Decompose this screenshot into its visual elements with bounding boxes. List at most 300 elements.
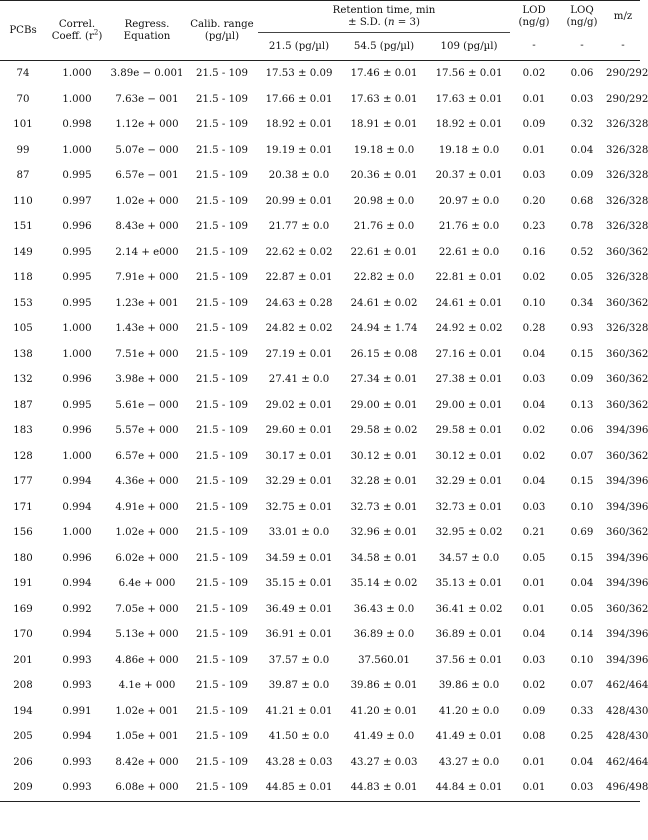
cell-regress-equation: 1.05e + 001 (115, 731, 179, 743)
cell-loq: 0.68 (570, 195, 594, 207)
cell-mz: 462/464 (606, 756, 648, 768)
cell-calib-range: 21.5 - 109 (195, 272, 249, 284)
cell-retention-54-5: 26.15 ± 0.08 (350, 348, 418, 360)
cell-calib-range: 21.5 - 109 (195, 221, 249, 233)
cell-correl-coeff: 0.996 (62, 425, 92, 437)
cell-regress-equation: 7.91e + 000 (115, 272, 179, 284)
cell-pcb: 101 (13, 119, 33, 131)
cell-lod: 0.28 (522, 323, 546, 335)
cell-retention-109: 32.29 ± 0.01 (435, 476, 503, 488)
cell-correl-coeff: 0.994 (62, 578, 92, 590)
cell-loq: 0.04 (570, 756, 594, 768)
cell-pcb: 209 (0, 775, 46, 801)
cell-mz: 360/362 (606, 297, 648, 309)
cell-regress-equation: 3.98e + 000 (115, 374, 179, 386)
cell-calib-range: 21.5 - 109 (195, 374, 249, 386)
cell-mz: 326/328 (606, 323, 648, 335)
cell-calib-range: 21.5 - 109 (195, 501, 249, 513)
cell-lod: 0.16 (522, 246, 546, 258)
cell-lod: 0.01 (522, 603, 546, 615)
cell-mz: 360/362 (606, 348, 648, 360)
cell-regress-equation: 3.89e − 0.001 (110, 68, 184, 80)
cell-correl-coeff: 0.995 (62, 297, 92, 309)
table-row (0, 495, 640, 521)
cell-regress-equation: 4.86e + 000 (115, 654, 179, 666)
cell-correl-coeff: 0.998 (62, 119, 92, 131)
cell-retention-54-5: 20.98 ± 0.0 (353, 195, 415, 207)
cell-correl-coeff: 1.000 (62, 450, 92, 462)
cell-retention-54-5: 39.86 ± 0.01 (350, 680, 418, 692)
cell-retention-21-5: 22.62 ± 0.02 (265, 246, 333, 258)
cell-calib-range: 21.5 - 109 (195, 476, 249, 488)
cell-pcb: 128 (13, 450, 33, 462)
cell-regress-equation: 7.51e + 000 (115, 348, 179, 360)
cell-correl-coeff: 0.994 (62, 629, 92, 641)
cell-lod: 0.03 (522, 654, 546, 666)
cell-calib-range: 21.5 - 109 (195, 450, 249, 462)
cell-loq: 0.07 (570, 450, 594, 462)
table-row (0, 214, 640, 240)
cell-retention-109: 29.58 ± 0.01 (435, 425, 503, 437)
cell-retention-21-5: 19.19 ± 0.01 (265, 144, 333, 156)
cell-loq: 0.06 (570, 425, 594, 437)
cell-regress-equation: 1.02e + 001 (115, 705, 179, 717)
cell-retention-21-5: 22.87 ± 0.01 (265, 272, 333, 284)
cell-retention-54-5: 24.94 ± 1.74 (350, 323, 418, 335)
cell-correl-coeff: 0.997 (62, 195, 92, 207)
table-row (0, 622, 640, 648)
table-row (0, 444, 640, 470)
header-retention-time: Retention time, min ± S.D. (n = 3) (258, 1, 510, 33)
cell-retention-21-5: 24.63 ± 0.28 (265, 297, 333, 309)
cell-lod: 0.02 (522, 425, 546, 437)
cell-regress-equation: 5.61e − 000 (115, 399, 179, 411)
cell-retention-21-5: 39.87 ± 0.0 (268, 680, 330, 692)
cell-retention-109: 17.56 ± 0.01 (435, 68, 503, 80)
cell-pcb: 169 (13, 603, 33, 615)
cell-calib-range: 21.5 - 109 (195, 68, 249, 80)
cell-mz: 360/362 (606, 374, 648, 386)
cell-correl-coeff: 0.995 (62, 246, 92, 258)
cell-regress-equation: 2.14 + e000 (115, 246, 179, 258)
cell-pcb: 183 (13, 425, 33, 437)
cell-regress-equation: 4.36e + 000 (115, 476, 179, 488)
header-loq-dash: - (558, 33, 606, 61)
cell-retention-21-5: 43.28 ± 0.03 (265, 756, 333, 768)
cell-retention-21-5: 24.82 ± 0.02 (265, 323, 333, 335)
cell-regress-equation: 6.02e + 000 (115, 552, 179, 564)
cell-mz: 394/396 (606, 501, 648, 513)
cell-correl-coeff: 0.993 (46, 775, 108, 801)
cell-retention-109: 37.56 ± 0.01 (435, 654, 503, 666)
cell-lod: 0.03 (522, 374, 546, 386)
cell-loq: 0.34 (570, 297, 594, 309)
cell-lod: 0.09 (522, 119, 546, 131)
cell-loq: 0.09 (570, 374, 594, 386)
cell-pcb: 110 (13, 195, 33, 207)
table-row (0, 597, 640, 623)
cell-retention-54-5: 30.12 ± 0.01 (350, 450, 418, 462)
table-row (0, 291, 640, 317)
cell-calib-range: 21.5 - 109 (195, 246, 249, 258)
cell-retention-21-5: 20.38 ± 0.0 (268, 170, 330, 182)
cell-retention-54-5: 37.560.01 (358, 654, 410, 666)
cell-lod: 0.08 (522, 731, 546, 743)
cell-loq: 0.05 (570, 272, 594, 284)
cell-lod: 0.09 (522, 705, 546, 717)
cell-regress-equation: 7.63e − 001 (115, 93, 179, 105)
cell-mz: 326/328 (606, 119, 648, 131)
cell-correl-coeff: 0.996 (62, 221, 92, 233)
cell-regress-equation: 8.43e + 000 (115, 221, 179, 233)
cell-retention-21-5: 35.15 ± 0.01 (265, 578, 333, 590)
cell-loq: 0.69 (570, 527, 594, 539)
cell-regress-equation: 4.1e + 000 (118, 680, 176, 692)
cell-lod: 0.01 (510, 775, 558, 801)
cell-correl-coeff: 0.996 (62, 552, 92, 564)
table-row (0, 189, 640, 215)
cell-calib-range: 21.5 - 109 (195, 680, 249, 692)
table-body (0, 61, 648, 802)
cell-mz: 290/292 (606, 68, 648, 80)
cell-mz: 360/362 (606, 399, 648, 411)
cell-lod: 0.05 (522, 552, 546, 564)
cell-mz: 394/396 (606, 578, 648, 590)
cell-loq: 0.33 (570, 705, 594, 717)
cell-retention-54-5: 18.91 ± 0.01 (350, 119, 418, 131)
cell-mz: 360/362 (606, 603, 648, 615)
header-mz: m/z (606, 1, 640, 33)
cell-retention-109: 19.18 ± 0.0 (438, 144, 500, 156)
cell-pcb: 156 (13, 527, 33, 539)
cell-retention-109: 34.57 ± 0.0 (438, 552, 500, 564)
cell-calib-range: 21.5 - 109 (195, 399, 249, 411)
cell-pcb: 170 (13, 629, 33, 641)
cell-pcb: 208 (13, 680, 33, 692)
cell-retention-54-5: 17.63 ± 0.01 (350, 93, 418, 105)
cell-retention-54-5: 29.00 ± 0.01 (350, 399, 418, 411)
cell-regress-equation: 6.4e + 000 (118, 578, 176, 590)
table-row (0, 61, 640, 87)
cell-retention-21-5: 21.77 ± 0.0 (268, 221, 330, 233)
cell-regress-equation: 5.13e + 000 (115, 629, 179, 641)
cell-pcb: 105 (13, 323, 33, 335)
cell-regress-equation: 4.91e + 000 (115, 501, 179, 513)
cell-retention-109: 27.38 ± 0.01 (435, 374, 503, 386)
cell-pcb: 180 (13, 552, 33, 564)
table-row (0, 469, 640, 495)
cell-regress-equation: 7.05e + 000 (115, 603, 179, 615)
cell-retention-54-5: 17.46 ± 0.01 (350, 68, 418, 80)
cell-loq: 0.15 (570, 552, 594, 564)
cell-loq: 0.13 (570, 399, 594, 411)
cell-correl-coeff: 0.993 (62, 654, 92, 666)
cell-mz: 394/396 (606, 425, 648, 437)
cell-correl-coeff: 0.991 (62, 705, 92, 717)
cell-regress-equation: 5.07e − 000 (115, 144, 179, 156)
cell-retention-54-5: 19.18 ± 0.0 (353, 144, 415, 156)
cell-pcb: 149 (13, 246, 33, 258)
cell-retention-21-5: 36.49 ± 0.01 (265, 603, 333, 615)
cell-mz: 290/292 (606, 93, 648, 105)
table-row (0, 138, 640, 164)
cell-correl-coeff: 1.000 (62, 144, 92, 156)
cell-regress-equation: 5.57e + 000 (115, 425, 179, 437)
cell-mz: 360/362 (606, 450, 648, 462)
cell-retention-109: 24.61 ± 0.01 (435, 297, 503, 309)
cell-retention-54-5: 20.36 ± 0.01 (350, 170, 418, 182)
cell-retention-21-5: 18.92 ± 0.01 (265, 119, 333, 131)
cell-loq: 0.32 (570, 119, 594, 131)
cell-retention-21-5: 29.02 ± 0.01 (265, 399, 333, 411)
cell-calib-range: 21.5 - 109 (195, 603, 249, 615)
cell-retention-54-5: 44.83 ± 0.01 (340, 775, 428, 801)
cell-pcb: 201 (13, 654, 33, 666)
cell-correl-coeff: 0.995 (62, 399, 92, 411)
cell-lod: 0.20 (522, 195, 546, 207)
cell-pcb: 153 (13, 297, 33, 309)
cell-retention-54-5: 32.73 ± 0.01 (350, 501, 418, 513)
cell-lod: 0.01 (522, 756, 546, 768)
cell-correl-coeff: 1.000 (62, 348, 92, 360)
cell-retention-21-5: 30.17 ± 0.01 (265, 450, 333, 462)
header-loq: LOQ (ng/g) (558, 1, 606, 33)
cell-mz: 394/396 (606, 654, 648, 666)
cell-loq: 0.03 (570, 93, 594, 105)
table-row (0, 393, 640, 419)
cell-calib-range: 21.5 - 109 (195, 654, 249, 666)
cell-mz: 462/464 (606, 680, 648, 692)
cell-retention-21-5: 17.66 ± 0.01 (265, 93, 333, 105)
cell-retention-109: 36.89 ± 0.01 (435, 629, 503, 641)
header-conc-54-5: 54.5 (pg/µl) (340, 33, 428, 61)
cell-retention-54-5: 22.82 ± 0.0 (353, 272, 415, 284)
cell-correl-coeff: 0.994 (62, 501, 92, 513)
table-header (0, 1, 640, 61)
cell-retention-54-5: 43.27 ± 0.03 (350, 756, 418, 768)
table-row (0, 316, 640, 342)
cell-calib-range: 21.5 - 109 (195, 552, 249, 564)
cell-loq: 0.10 (570, 501, 594, 513)
cell-retention-54-5: 41.49 ± 0.0 (353, 731, 415, 743)
cell-lod: 0.03 (522, 501, 546, 513)
cell-lod: 0.01 (522, 578, 546, 590)
cell-loq: 0.07 (570, 680, 594, 692)
table-row (0, 240, 640, 266)
cell-loq: 0.06 (570, 68, 594, 80)
cell-retention-21-5: 41.50 ± 0.0 (268, 731, 330, 743)
cell-regress-equation: 1.02e + 000 (115, 527, 179, 539)
header-conc-109: 109 (pg/µl) (428, 33, 510, 61)
header-calib-range: Calib. range (pg/µl) (186, 1, 258, 61)
table-row (0, 163, 640, 189)
cell-retention-109: 41.20 ± 0.0 (438, 705, 500, 717)
cell-loq: 0.10 (570, 654, 594, 666)
cell-retention-109: 41.49 ± 0.01 (435, 731, 503, 743)
cell-calib-range: 21.5 - 109 (195, 297, 249, 309)
cell-loq: 0.05 (570, 603, 594, 615)
cell-retention-54-5: 36.43 ± 0.0 (353, 603, 415, 615)
cell-pcb: 191 (13, 578, 33, 590)
cell-calib-range: 21.5 - 109 (195, 119, 249, 131)
table-row (0, 112, 640, 138)
cell-mz: 428/430 (606, 731, 648, 743)
cell-retention-21-5: 27.19 ± 0.01 (265, 348, 333, 360)
cell-pcb: 70 (16, 93, 30, 105)
cell-mz: 326/328 (606, 144, 648, 156)
cell-retention-54-5: 29.58 ± 0.02 (350, 425, 418, 437)
cell-calib-range: 21.5 - 109 (186, 775, 258, 801)
cell-correl-coeff: 1.000 (62, 323, 92, 335)
cell-loq: 0.93 (570, 323, 594, 335)
cell-lod: 0.02 (522, 680, 546, 692)
cell-retention-54-5: 21.76 ± 0.0 (353, 221, 415, 233)
cell-regress-equation: 6.08e + 000 (108, 775, 186, 801)
cell-retention-109: 22.61 ± 0.0 (438, 246, 500, 258)
cell-correl-coeff: 0.994 (62, 476, 92, 488)
cell-retention-109: 20.97 ± 0.0 (438, 195, 500, 207)
cell-mz: 496/498 (606, 775, 640, 801)
cell-loq: 0.15 (570, 476, 594, 488)
cell-retention-109: 17.63 ± 0.01 (435, 93, 503, 105)
cell-lod: 0.04 (522, 399, 546, 411)
cell-lod: 0.01 (522, 93, 546, 105)
cell-regress-equation: 1.23e + 001 (115, 297, 179, 309)
cell-lod: 0.23 (522, 221, 546, 233)
cell-loq: 0.15 (570, 348, 594, 360)
cell-pcb: 138 (13, 348, 33, 360)
cell-calib-range: 21.5 - 109 (195, 578, 249, 590)
cell-retention-21-5: 32.75 ± 0.01 (265, 501, 333, 513)
cell-retention-109: 39.86 ± 0.0 (438, 680, 500, 692)
cell-calib-range: 21.5 - 109 (195, 144, 249, 156)
table-row (0, 724, 640, 750)
cell-retention-109: 35.13 ± 0.01 (435, 578, 503, 590)
cell-lod: 0.04 (522, 348, 546, 360)
cell-calib-range: 21.5 - 109 (195, 323, 249, 335)
cell-pcb: 118 (13, 272, 33, 284)
cell-calib-range: 21.5 - 109 (195, 756, 249, 768)
cell-lod: 0.10 (522, 297, 546, 309)
cell-retention-109: 27.16 ± 0.01 (435, 348, 503, 360)
cell-retention-109: 21.76 ± 0.0 (438, 221, 500, 233)
cell-loq: 0.78 (570, 221, 594, 233)
cell-pcb: 187 (13, 399, 33, 411)
cell-loq: 0.03 (558, 775, 606, 801)
cell-calib-range: 21.5 - 109 (195, 195, 249, 207)
cell-loq: 0.04 (570, 144, 594, 156)
cell-retention-109: 30.12 ± 0.01 (435, 450, 503, 462)
cell-mz: 326/328 (606, 272, 648, 284)
cell-lod: 0.04 (522, 476, 546, 488)
cell-regress-equation: 1.43e + 000 (115, 323, 179, 335)
cell-mz: 360/362 (606, 527, 648, 539)
cell-correl-coeff: 0.995 (62, 170, 92, 182)
cell-loq: 0.09 (570, 170, 594, 182)
cell-mz: 394/396 (606, 476, 648, 488)
cell-correl-coeff: 0.992 (62, 603, 92, 615)
cell-retention-109: 22.81 ± 0.01 (435, 272, 503, 284)
cell-lod: 0.01 (522, 144, 546, 156)
cell-correl-coeff: 1.000 (62, 68, 92, 80)
cell-retention-21-5: 27.41 ± 0.0 (268, 374, 330, 386)
cell-calib-range: 21.5 - 109 (195, 348, 249, 360)
table-row (0, 673, 640, 699)
cell-mz: 394/396 (606, 552, 648, 564)
cell-mz: 326/328 (606, 221, 648, 233)
cell-retention-109: 43.27 ± 0.0 (438, 756, 500, 768)
table-row (0, 775, 640, 801)
cell-pcb: 171 (13, 501, 33, 513)
table-row (0, 699, 640, 725)
cell-retention-54-5: 41.20 ± 0.01 (350, 705, 418, 717)
table-row (0, 546, 640, 572)
table-row (0, 571, 640, 597)
cell-regress-equation: 1.02e + 000 (115, 195, 179, 207)
cell-correl-coeff: 0.993 (62, 756, 92, 768)
header-regress-equation: Regress. Equation (108, 1, 186, 61)
cell-retention-21-5: 17.53 ± 0.09 (265, 68, 333, 80)
cell-retention-21-5: 34.59 ± 0.01 (265, 552, 333, 564)
cell-calib-range: 21.5 - 109 (195, 93, 249, 105)
header-conc-21-5: 21.5 (pg/µl) (258, 33, 340, 61)
cell-retention-21-5: 37.57 ± 0.0 (268, 654, 330, 666)
cell-retention-109: 32.95 ± 0.02 (435, 527, 503, 539)
cell-regress-equation: 6.57e − 001 (115, 170, 179, 182)
cell-retention-109: 24.92 ± 0.02 (435, 323, 503, 335)
table-row (0, 648, 640, 674)
cell-loq: 0.25 (570, 731, 594, 743)
table-row (0, 750, 640, 776)
cell-correl-coeff: 1.000 (62, 93, 92, 105)
table-row (0, 87, 640, 113)
cell-pcb: 205 (13, 731, 33, 743)
cell-retention-109: 29.00 ± 0.01 (435, 399, 503, 411)
cell-pcb: 194 (13, 705, 33, 717)
header-correl-coeff: Correl. Coeff. $(r^2)$ (46, 1, 108, 61)
cell-retention-21-5: 36.91 ± 0.01 (265, 629, 333, 641)
cell-pcb: 206 (13, 756, 33, 768)
cell-mz: 428/430 (606, 705, 648, 717)
cell-retention-109: 36.41 ± 0.02 (435, 603, 503, 615)
cell-mz: 394/396 (606, 629, 648, 641)
cell-mz: 326/328 (606, 170, 648, 182)
cell-mz: 326/328 (606, 195, 648, 207)
cell-retention-54-5: 22.61 ± 0.01 (350, 246, 418, 258)
cell-retention-54-5: 35.14 ± 0.02 (350, 578, 418, 590)
table-row (0, 265, 640, 291)
cell-lod: 0.02 (522, 272, 546, 284)
cell-correl-coeff: 0.995 (62, 272, 92, 284)
cell-retention-21-5: 29.60 ± 0.01 (265, 425, 333, 437)
cell-retention-54-5: 36.89 ± 0.0 (353, 629, 415, 641)
cell-retention-21-5: 41.21 ± 0.01 (265, 705, 333, 717)
header-lod: LOD (ng/g) (510, 1, 558, 33)
cell-pcb: 99 (16, 144, 30, 156)
cell-mz: 360/362 (606, 246, 648, 258)
cell-lod: 0.02 (522, 68, 546, 80)
cell-pcb: 87 (16, 170, 30, 182)
cell-lod: 0.21 (522, 527, 546, 539)
cell-calib-range: 21.5 - 109 (195, 425, 249, 437)
header-mz-dash: - (606, 33, 640, 61)
cell-calib-range: 21.5 - 109 (195, 170, 249, 182)
cell-retention-109: 32.73 ± 0.01 (435, 501, 503, 513)
table-row (0, 418, 640, 444)
cell-retention-54-5: 32.28 ± 0.01 (350, 476, 418, 488)
cell-retention-54-5: 32.96 ± 0.01 (350, 527, 418, 539)
cell-loq: 0.52 (570, 246, 594, 258)
